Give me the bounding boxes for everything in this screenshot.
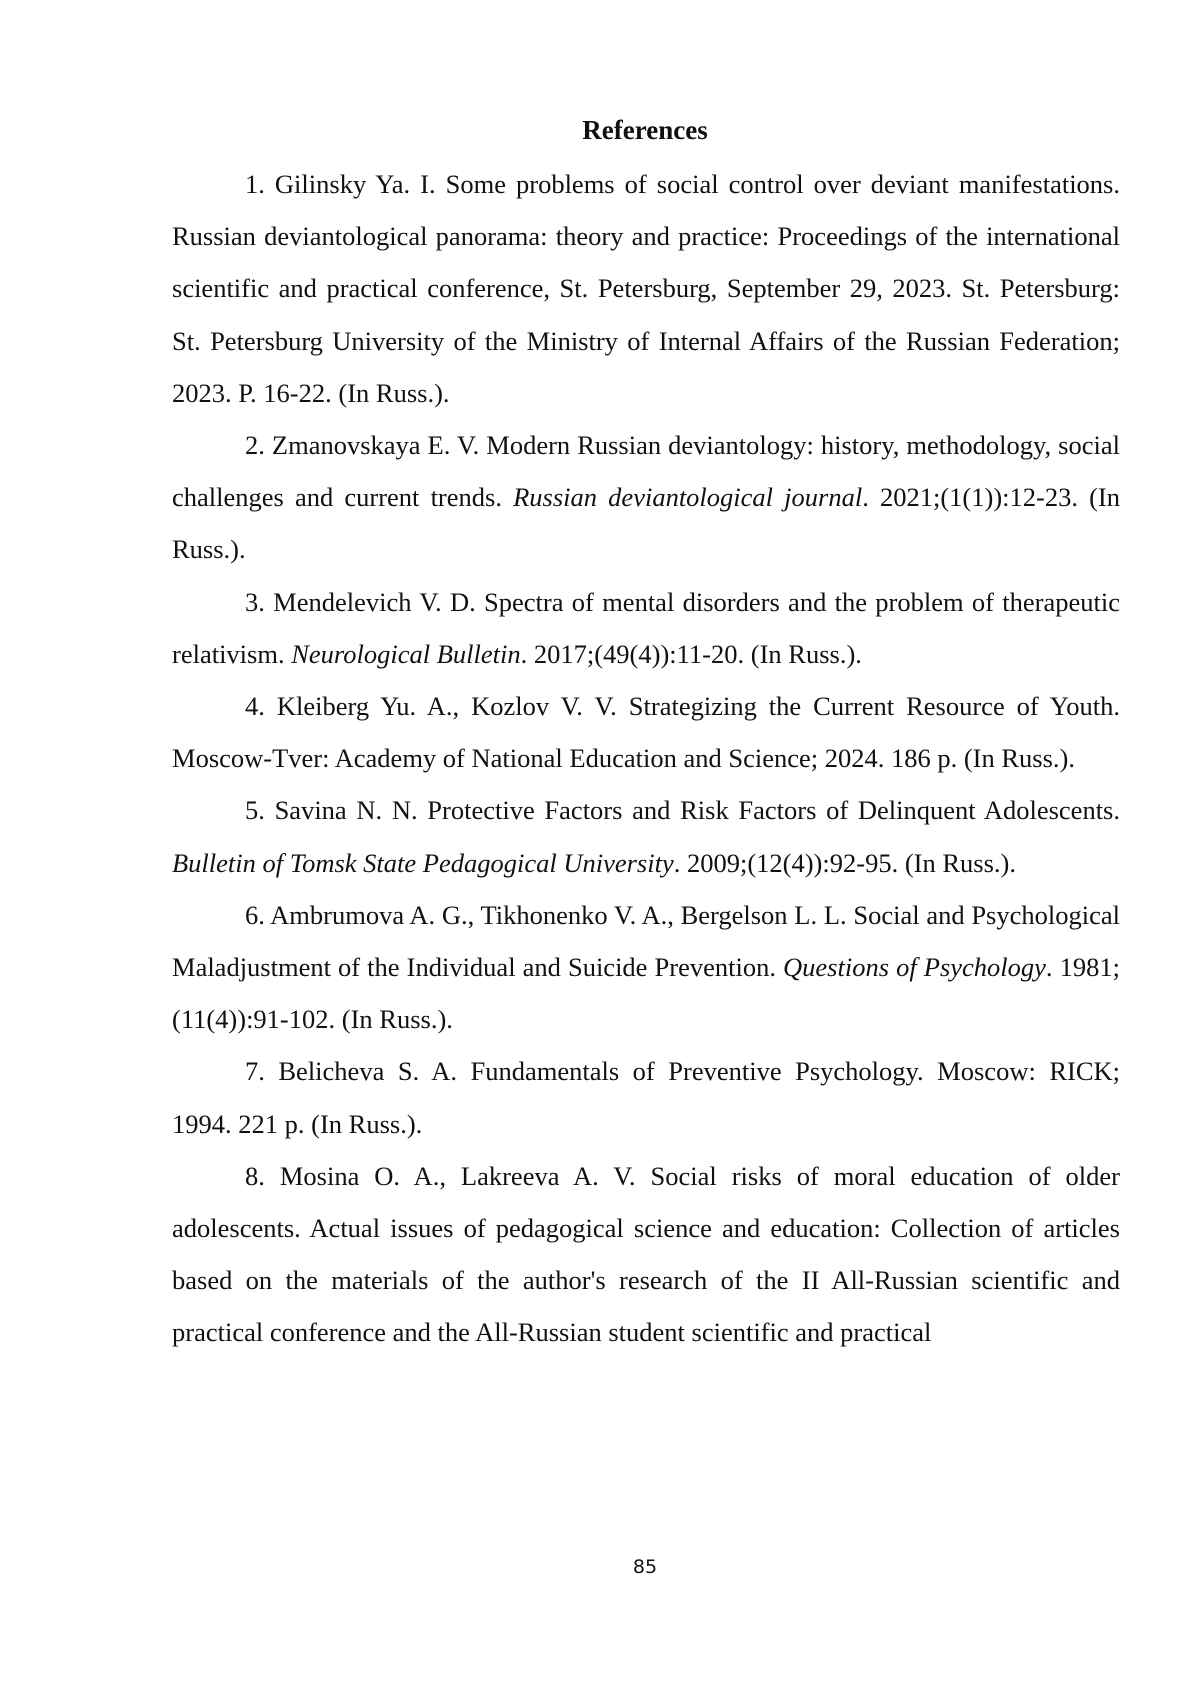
reference-item-2 (172, 419, 1120, 576)
reference-journal: Questions of Psychology (783, 952, 1046, 983)
reference-text: 8. Mosina O. A., Lakreeva A. V. Social risks of moral education of older adolescents. Actual issues of pedagogical science and education: Collection of articles based on the materials of the author's research of the II All-Russian scientific and practical conference and the All-Russian student scientific and practical (172, 1160, 1120, 1348)
reference-details: . 2021;(1(1)):12-23. (In Russ.). (172, 482, 1121, 565)
reference-details: . 2009;(12(4)):92-95. (In Russ.). (673, 847, 1016, 878)
reference-item-8 (172, 1150, 1120, 1359)
reference-item-3 (172, 576, 1120, 680)
reference-item-5 (172, 784, 1120, 888)
reference-item-6 (172, 889, 1120, 1046)
reference-text: 6. Ambrumova A. G., Tikhonenko V. A., Bergelson L. L. Social and Psychological Maladjustment of the Individual and Suicide Prevention. (172, 899, 1120, 983)
reference-list (172, 158, 1120, 1359)
reference-details: . 2017;(49(4)):11-20. (In Russ.). (520, 638, 862, 669)
reference-details: . 1981;(11(4)):91-102. (In Russ.). (172, 952, 1120, 1035)
reference-text: 2. Zmanovskaya E. V. Modern Russian deviantology: history, methodology, social challenges and current trends. (172, 430, 1120, 513)
references-heading: References (582, 115, 708, 145)
reference-journal: Bulletin of Tomsk State Pedagogical University (172, 847, 674, 878)
reference-journal: Neurological Bulletin (291, 638, 521, 669)
reference-text: 5. Savina N. N. Protective Factors and Risk Factors of Delinquent Adolescents. (245, 795, 1120, 826)
reference-item-7 (172, 1045, 1120, 1149)
reference-item-4 (172, 680, 1120, 784)
reference-text: 7. Belicheva S. A. Fundamentals of Preventive Psychology. Moscow: RICK; 1994. 221 p. (In Russ.). (172, 1056, 1120, 1139)
reference-item-1 (172, 158, 1120, 419)
reference-text: 1. Gilinsky Ya. I. Some problems of social control over deviant manifestations. Russian deviantological panorama: theory and practice: Proceedings of the international scientific and practical conference, St. Petersburg, September 29, 2023. St. Petersburg: St. Petersburg University of the Ministry of Internal Affairs of the Russian Federation; 2023. P. 16-22. (In Russ.). (172, 169, 1120, 408)
reference-text: 4. Kleiberg Yu. A., Kozlov V. V. Strategizing the Current Resource of Youth. Moscow-Tver: Academy of National Education and Science; 2024. 186 p. (In Russ.). (172, 691, 1120, 774)
reference-journal: Russian deviantological journal (513, 482, 863, 513)
page-number: 85 (632, 1556, 658, 1578)
reference-text: 3. Mendelevich V. D. Spectra of mental disorders and the problem of therapeutic relativism. (172, 586, 1120, 669)
